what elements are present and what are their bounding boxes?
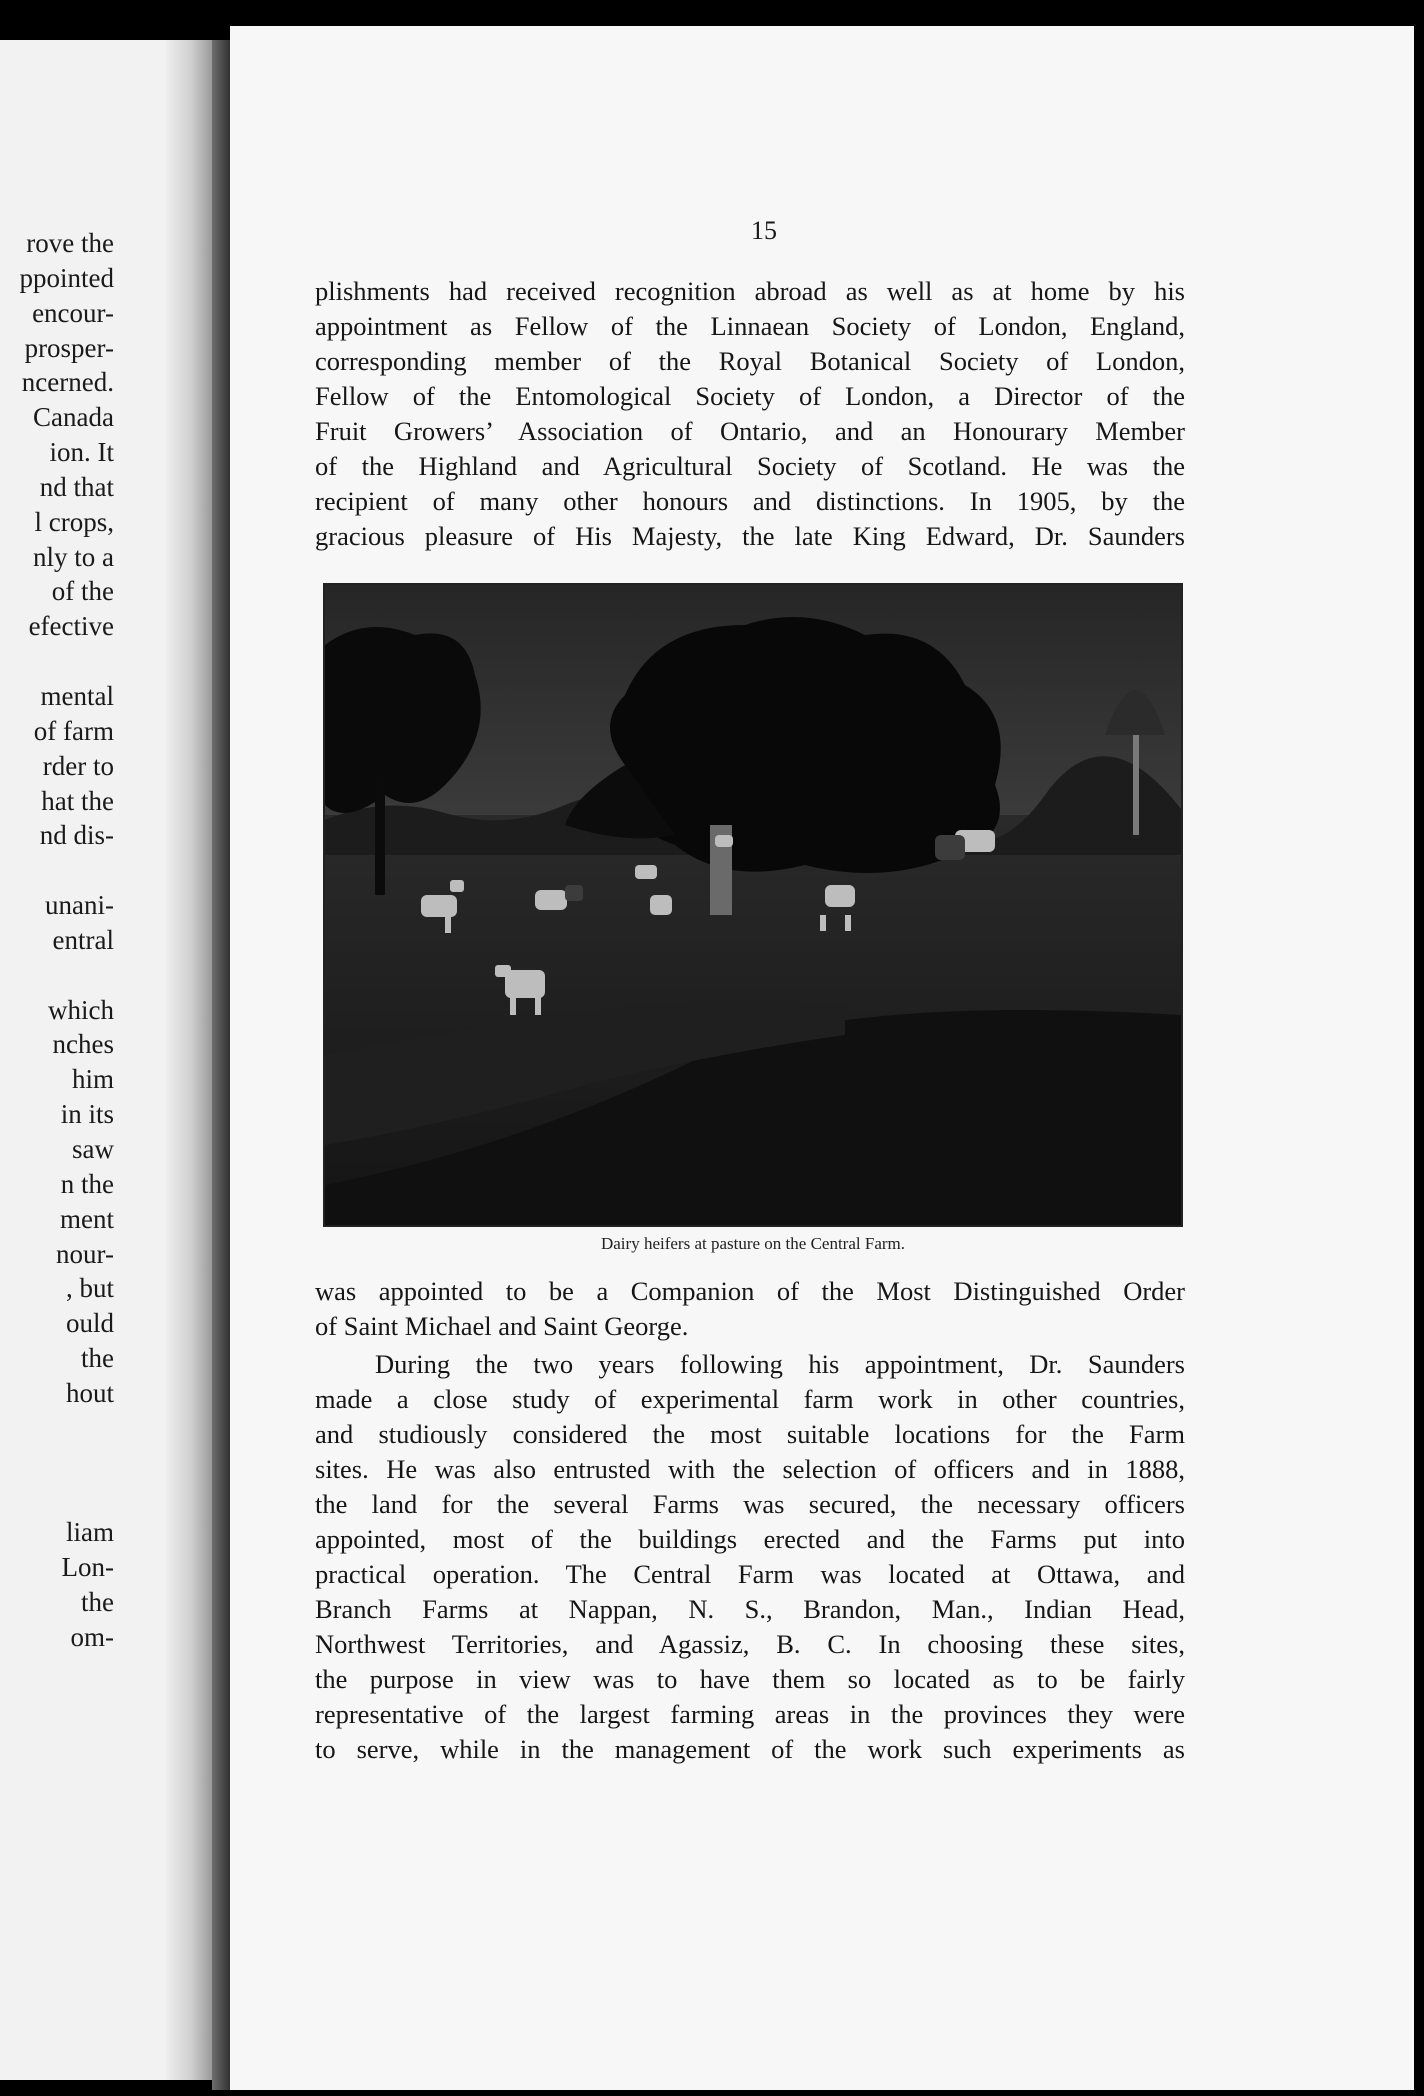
previous-page-line: rove the — [26, 228, 114, 258]
text-line: appointment as Fellow of the Linnaean Society of London, England, — [315, 311, 1185, 341]
previous-page-line: prosper- — [24, 332, 114, 363]
page-number: 15 — [751, 216, 777, 245]
previous-page-line: nches — [52, 1029, 114, 1060]
previous-page-line: nly to a — [33, 541, 114, 572]
previous-page-line: , but — [65, 1273, 114, 1304]
previous-page-line: liam — [66, 1517, 114, 1548]
text-line: appointed, most of the buildings erected and the Farms put into — [315, 1524, 1185, 1554]
previous-page-line: om- — [70, 1621, 114, 1652]
previous-page-line: saw — [72, 1133, 114, 1164]
figure-caption: Dairy heifers at pasture on the Central Farm. — [600, 1234, 905, 1253]
previous-page-line: him — [71, 1064, 114, 1095]
text-line: Fellow of the Entomological Society of London, a Director of the — [315, 381, 1185, 411]
text-line: of the Highland and Agricultural Society of Scotland. He was the — [315, 451, 1185, 481]
previous-page-line: nd that — [39, 471, 114, 502]
previous-page-line: ould — [65, 1308, 114, 1339]
previous-page-line: nour- — [56, 1238, 114, 1269]
text-line: Fruit Growers’ Association of Ontario, and an Honourary Member — [315, 416, 1185, 446]
text-line: the purpose in view was to have them so located as to be fairly — [315, 1664, 1185, 1694]
previous-page-line: l crops, — [34, 506, 114, 537]
figure-photograph — [323, 583, 1183, 1227]
previous-page-fragment — [0, 40, 212, 2080]
text-line: the land for the several Farms was secured, the necessary officers — [315, 1489, 1185, 1519]
paragraph-1 — [315, 274, 1185, 554]
previous-page-line: hat the — [41, 785, 114, 816]
text-line: plishments had received recognition abroad as well as at home by his — [315, 276, 1185, 306]
text-line: and studiously considered the most suitable locations for the Farm — [315, 1419, 1185, 1449]
previous-page-line: ppointed — [19, 262, 114, 293]
text-line: representative of the largest farming areas in the provinces they were — [315, 1699, 1185, 1729]
previous-page-line: entral — [52, 924, 114, 955]
previous-page-line: of farm — [33, 715, 114, 746]
previous-page-line: the — [81, 1343, 114, 1374]
text-line: During the two years following his appointment, Dr. Saunders — [375, 1349, 1185, 1379]
previous-page-line: in its — [60, 1099, 114, 1130]
previous-page-line: efective — [28, 611, 114, 642]
previous-page-line: which — [48, 994, 114, 1025]
previous-page-line: unani- — [45, 890, 114, 921]
text-line: was appointed to be a Companion of the Most Distinguished Order — [315, 1276, 1185, 1306]
paragraph-3 — [315, 1347, 1185, 1767]
text-line: Northwest Territories, and Agassiz, B. C. In choosing these sites, — [315, 1629, 1185, 1659]
previous-page-line: Canada — [33, 402, 114, 433]
previous-page-line: hout — [65, 1377, 114, 1408]
text-line: recipient of many other honours and distinctions. In 1905, by the — [315, 486, 1185, 516]
text-line: Branch Farms at Nappan, N. S., Brandon, Man., Indian Head, — [315, 1594, 1185, 1624]
page-gutter-shadow — [166, 40, 212, 2080]
previous-page-line: Lon- — [61, 1552, 114, 1583]
text-line: corresponding member of the Royal Botanical Society of London, — [315, 346, 1185, 376]
previous-page-line: ncerned. — [21, 367, 114, 398]
text-line: gracious pleasure of His Majesty, the late King Edward, Dr. Saunders — [315, 521, 1185, 551]
previous-page-line: ion. It — [49, 437, 114, 468]
text-line: sites. He was also entrusted with the selection of officers and in 1888, — [315, 1454, 1185, 1484]
previous-page-line: nd dis- — [39, 820, 114, 851]
text-line: to serve, while in the management of the work such experiments as — [315, 1734, 1185, 1764]
text-line: made a close study of experimental farm work in other countries, — [315, 1384, 1185, 1414]
text-line: of Saint Michael and Saint George. — [315, 1311, 689, 1341]
paragraph-2 — [315, 1274, 1185, 1344]
book-gutter — [212, 40, 232, 2090]
previous-page-line: of the — [51, 576, 114, 607]
previous-page-line: encour- — [32, 297, 114, 328]
pasture-photo-illustration — [325, 585, 1181, 1225]
previous-page-line: the — [81, 1586, 114, 1617]
previous-page-line: ment — [60, 1203, 114, 1234]
book-page — [230, 26, 1414, 2090]
previous-page-line: n the — [60, 1168, 114, 1199]
previous-page-line: mental — [40, 680, 114, 711]
text-line: practical operation. The Central Farm was located at Ottawa, and — [315, 1559, 1185, 1589]
previous-page-line: rder to — [42, 750, 114, 781]
